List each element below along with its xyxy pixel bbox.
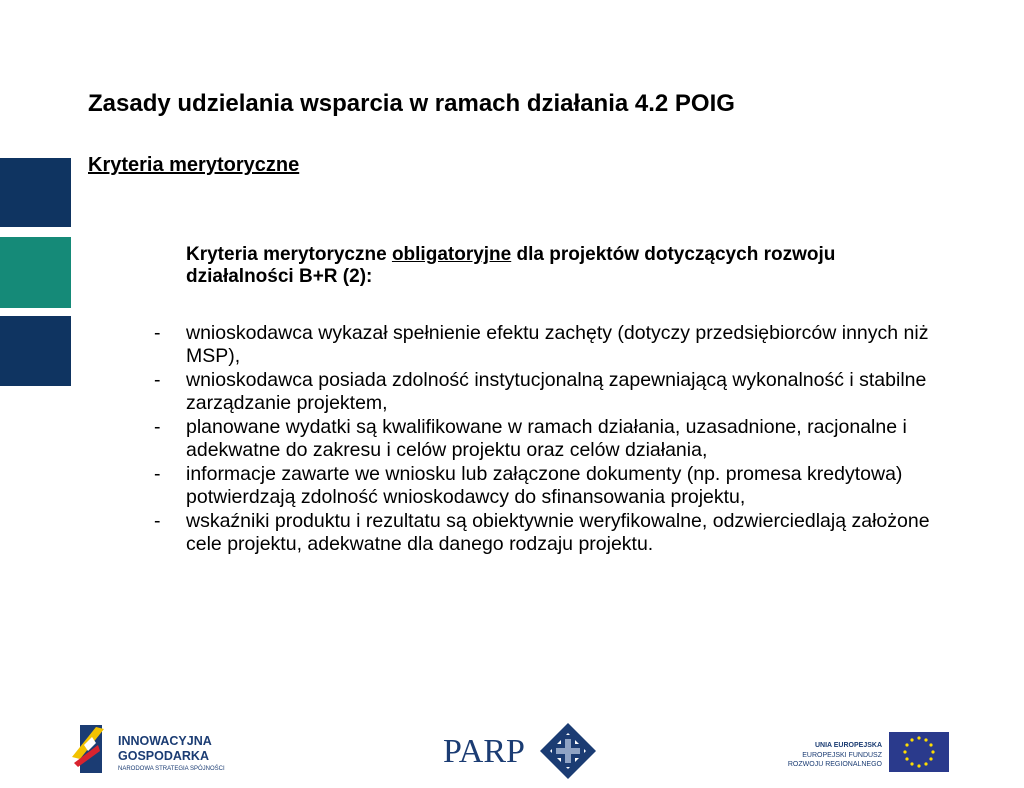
parp-logo bbox=[443, 723, 596, 779]
criteria-text: wnioskodawca wykazał spełnienie efektu zachęty (dotyczy przedsiębiorców innych niż MSP), bbox=[186, 322, 929, 367]
eu-logo bbox=[788, 732, 949, 772]
criteria-item bbox=[150, 369, 940, 415]
criteria-text: wnioskodawca posiada zdolność instytucjonalną zapewniającą wykonalność i stabilne zarządzanie projektem, bbox=[186, 369, 927, 414]
criteria-item bbox=[150, 322, 940, 368]
criteria-list bbox=[150, 322, 940, 557]
side-block-navy-top bbox=[0, 158, 71, 227]
bullet-dash: - bbox=[154, 369, 161, 391]
bullet-dash: - bbox=[154, 322, 161, 344]
eu-line-3: ROZWOJU REGIONALNEGO bbox=[787, 761, 882, 768]
eu-line-1: UNIA EUROPEJSKA bbox=[814, 742, 882, 749]
criteria-intro bbox=[186, 244, 926, 288]
intro-text-end: dla projektów dotyczących rozwoju działalności B+R (2): bbox=[186, 244, 836, 287]
logo-line-1: INNOWACYJNA bbox=[118, 734, 212, 748]
parp-wordmark: PARP bbox=[443, 733, 525, 770]
criteria-item bbox=[150, 416, 940, 462]
bullet-dash: - bbox=[154, 463, 161, 485]
criteria-item bbox=[150, 510, 940, 556]
criteria-text: wskaźniki produktu i rezultatu są obiektywnie weryfikowalne, odzwierciedlają założone cele projektu, adekwatne dla danego rodzaju projektu. bbox=[186, 510, 930, 555]
slide-title: Zasady udzielania wsparcia w ramach działania 4.2 POIG bbox=[88, 90, 735, 117]
bullet-dash: - bbox=[154, 416, 161, 438]
logo-line-3: NARODOWA STRATEGIA SPÓJNOŚCI bbox=[118, 766, 225, 772]
criteria-item bbox=[150, 463, 940, 509]
intro-text-start: Kryteria merytoryczne bbox=[186, 244, 392, 265]
side-block-teal bbox=[0, 237, 71, 308]
logo-line-2: GOSPODARKA bbox=[118, 749, 209, 763]
side-block-navy-bottom bbox=[0, 316, 71, 386]
criteria-text: planowane wydatki są kwalifikowane w ramach działania, uzasadnione, racjonalne i adekwatne do zakresu i celów projektu oraz celów działania, bbox=[186, 416, 907, 461]
slide-subtitle: Kryteria merytoryczne bbox=[88, 154, 300, 176]
criteria-text: informacje zawarte we wniosku lub załączone dokumenty (np. promesa kredytowa) potwierdzają zdolność wnioskodawcy do sfinansowania projektu, bbox=[186, 463, 903, 508]
eu-line-2: EUROPEJSKI FUNDUSZ bbox=[802, 752, 882, 759]
intro-underlined-word: obligatoryjne bbox=[391, 244, 512, 265]
bullet-dash: - bbox=[154, 510, 161, 532]
footer-logos bbox=[0, 715, 1024, 788]
innowacyjna-gospodarka-logo bbox=[72, 725, 225, 773]
